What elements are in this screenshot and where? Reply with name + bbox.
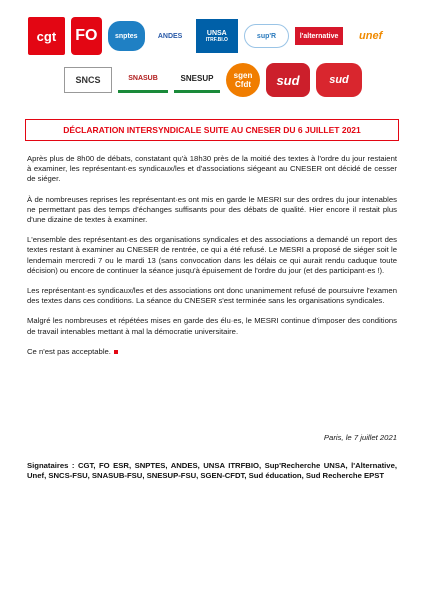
red-square-icon [114, 350, 118, 354]
union-logos-header [28, 16, 398, 104]
paragraph-5: Malgré les nombreuses et répétées mises en garde des élu·es, le MESRI continue d'imposer des conditions de travail intenables mettant à mal la démocratie universitaire. [27, 316, 397, 336]
closing-statement [27, 347, 397, 357]
fo-logo: FO [71, 17, 102, 55]
unsa-itrfbio-logo: UNSA ITRF.BI.O [196, 19, 239, 53]
signatories-list: Signataires : CGT, FO ESR, SNPTES, ANDES, UNSA ITRFBIO, Sup'Recherche UNSA, l'Alternative, Unef, SNCS-FSU, SNASUB-FSU, SNESUP-FSU, SGEN-CFDT, Sud éducation, Sud Recherche EPST [27, 461, 397, 481]
declaration-body [27, 154, 397, 367]
cgt-logo: cgt [28, 17, 65, 55]
sncs-logo: SNCS [64, 67, 112, 93]
snptes-logo: snptes [108, 21, 145, 51]
date-line: Paris, le 7 juillet 2021 [323, 433, 397, 442]
unef-logo: unef [359, 30, 383, 42]
logo-row-bottom [28, 60, 398, 100]
andes-logo: ANDES [157, 32, 183, 40]
paragraph-3: L'ensemble des représentant·es des organisations syndicales et des associations a demandé un report des textes restant à examiner au CNESER de rentrée, ce qui a été refusé. Le MESRI a proposé de siéger soit le lendemain mercredi 7 ou le mardi 13 (sans convocation dans les délais ce qui aurait rendu caduque toute décision) ou encore de continuer la séance jusqu'à épuisement de l'ordre du jour (et des participant·es !). [27, 235, 397, 275]
sud-recherche-logo: sud [316, 63, 362, 97]
paragraph-4: Les représentant·es syndicaux/les et des associations ont donc unanimement refusé de poursuivre l'examen des textes dans ces conditions. La séance du CNESER s'est terminée sans les organisations syndicales. [27, 286, 397, 306]
snesup-logo: SNESUP [174, 67, 220, 93]
paragraph-1: Après plus de 8h00 de débats, constatant qu'à 18h30 près de la moitié des textes à l'ordre du jour restaient à examiner, les représentant·es syndicaux/les et d'associations siégeant au CNESER ont décidé de cesser de siéger. [27, 154, 397, 184]
paragraph-2: À de nombreuses reprises les représentant·es ont mis en garde le MESRI sur des ordres du jour intenables ne permettant pas des temps d'échanges suffisants pour des débats de qualité. Hier encore il restait plus d'une dizaine de textes à examiner. [27, 194, 397, 225]
sud-education-logo: sud [266, 63, 310, 97]
closing-text: Ce n'est pas acceptable. [27, 346, 111, 356]
sgen-cfdt-logo: sgen Cfdt [226, 63, 260, 97]
declaration-title [25, 119, 399, 141]
sup-recherche-logo: sup'R [244, 24, 289, 48]
snasub-logo: SNASUB [118, 67, 168, 93]
alternative-logo: l'alternative [295, 27, 343, 45]
declaration-title-text: DÉCLARATION INTERSYNDICALE SUITE AU CNESER DU 6 JUILLET 2021 [63, 125, 361, 135]
logo-row-top [28, 16, 398, 56]
